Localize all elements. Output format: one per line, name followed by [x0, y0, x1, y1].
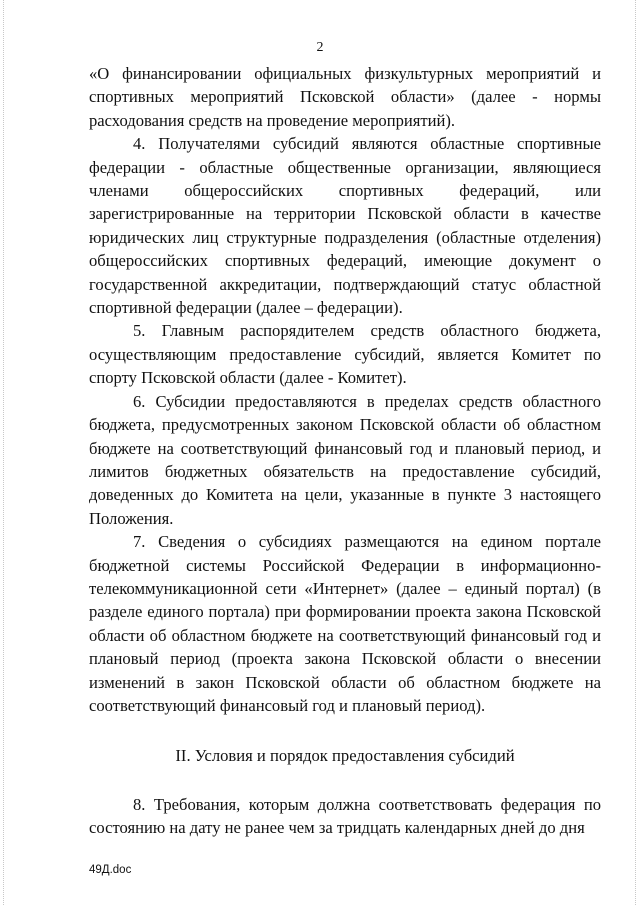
document-body [89, 62, 601, 840]
paragraph-5: 5. Главным распорядителем средств областного бюджета, осуществляющим предоставление субсидий, является Комитет по спорту Псковской области (далее - Комитет). [89, 321, 601, 388]
paragraph-6: 6. Субсидии предоставляются в пределах средств областного бюджета, предусмотренных законом Псковской области об областном бюджете на соответствующий финансовый год и плановый период, и лимитов бюджетных обязательств на предоставление субсидий, доведенных до Комитета на цели, указанные в пункте 3 настоящего Положения. [89, 391, 601, 528]
section-heading: II. Условия и порядок предоставления субсидий [175, 746, 515, 766]
footer-filename: 49Д.doc [89, 864, 132, 876]
paragraph-continuation: «О финансировании официальных физкультурных мероприятий и спортивных мероприятий Псковской области» (далее - нормы расходования средств на проведение мероприятий). [89, 64, 601, 130]
paragraph-7: 7. Сведения о субсидиях размещаются на едином портале бюджетной системы Российской Федерации в информационно-телекоммуникационной сети «Интернет» (далее – единый портал) (в разделе единого портала) при формировании проекта закона Псковской области об областном бюджете на соответствующий финансовый год и плановый период (проекта закона Псковской области о внесении изменений в закон Псковской области об областном бюджете на соответствующий финансовый год и плановый период). [89, 532, 601, 715]
right-scan-edge [635, 0, 637, 905]
page-number: 2 [316, 40, 324, 55]
paragraph-4: 4. Получателями субсидий являются областные спортивные федерации - областные общественные организации, являющиеся членами общероссийских спортивных федераций, или зарегистрированные на территории Псковской области в качестве юридических лиц структурные подразделения (областные отделения) общероссийских спортивных федераций, имеющие документ о государственной аккредитации, подтверждающий статус областной спортивной федерации (далее – федерации). [89, 134, 601, 318]
left-scan-edge [3, 0, 5, 905]
paragraph-8: 8. Требования, которым должна соответствовать федерация по состоянию на дату не ранее чем за тридцать календарных дней до дня [89, 794, 601, 838]
